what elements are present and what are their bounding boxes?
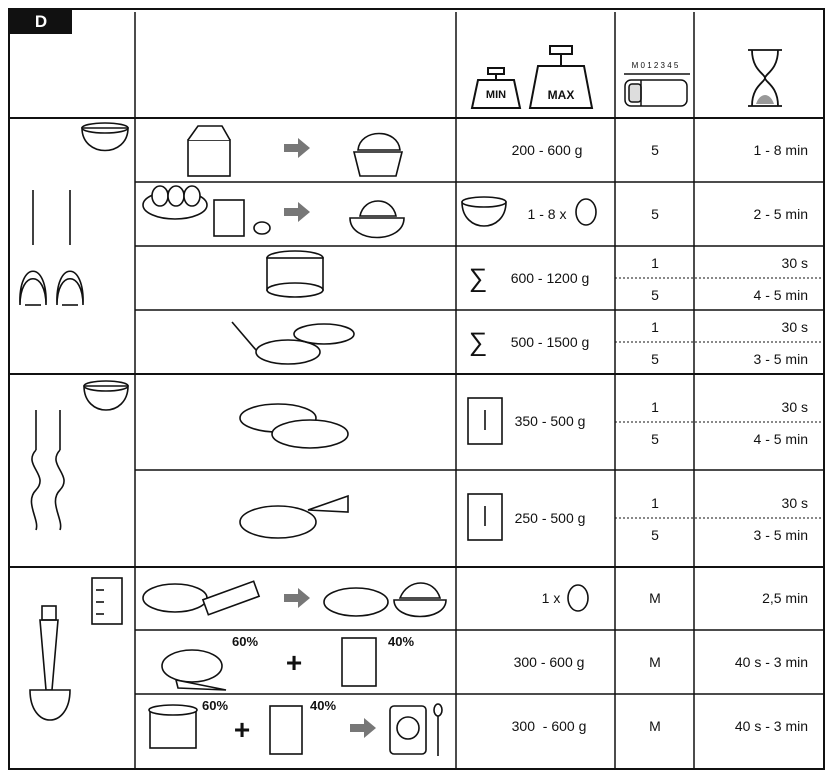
row8-pct-a: 60% <box>232 634 259 649</box>
row8-pct-b: 40% <box>388 634 415 649</box>
eggs-oil-icon <box>143 581 259 615</box>
row4-amount: 500 - 1500 g <box>510 334 590 350</box>
row9-plus: + <box>233 714 251 745</box>
row1-speed: 5 <box>651 142 659 158</box>
row6-speed-a: 1 <box>651 495 659 511</box>
row9-speed: M <box>649 718 661 734</box>
row3-speed-b: 5 <box>651 287 659 303</box>
row9-time: 40 s - 3 min <box>734 718 808 734</box>
sum-symbol: ∑ <box>468 326 488 357</box>
whisk-attachments-icon <box>20 123 128 305</box>
row4-time-a: 30 s <box>781 319 808 335</box>
row6-time-a: 30 s <box>781 495 808 511</box>
hotdog-mayo-icon <box>324 583 446 617</box>
row5-speed-a: 1 <box>651 399 659 415</box>
row5-time-a: 30 s <box>781 399 808 415</box>
row2-amount: 1 - 8 x <box>527 206 567 222</box>
whipped-cream-icon <box>354 134 402 177</box>
row3-time-a: 30 s <box>781 255 808 271</box>
row4-speed-a: 1 <box>651 319 659 335</box>
weight-max-label: MAX <box>547 88 575 102</box>
row9-pct-a: 60% <box>202 698 229 713</box>
row3-amount: 600 - 1200 g <box>510 270 590 286</box>
row5-time-b: 4 - 5 min <box>753 431 808 447</box>
row8-speed: M <box>649 654 661 670</box>
row6-amount: 250 - 500 g <box>514 510 586 526</box>
speed-dial-icon <box>624 74 690 106</box>
flour-bag-icon <box>468 494 502 540</box>
row3-time-b: 4 - 5 min <box>753 287 808 303</box>
row9-pct-b: 40% <box>310 698 337 713</box>
speed-dial-scale: M 0 1 2 3 4 5 <box>631 61 679 70</box>
egg-icon <box>576 199 596 225</box>
row5-amount: 350 - 500 g <box>514 413 586 429</box>
hourglass-icon <box>748 50 782 106</box>
cake-icon <box>267 251 323 297</box>
water-cup-icon <box>270 706 302 754</box>
row6-speed-b: 5 <box>651 527 659 543</box>
row7-amount: 1 x <box>541 590 561 606</box>
row1-time: 1 - 8 min <box>753 142 808 158</box>
section-tag: D <box>10 10 72 34</box>
liquid-cup-icon <box>342 638 376 686</box>
baby-food-jar-icon <box>390 704 442 756</box>
meringue-bowl-icon <box>350 201 404 238</box>
row7-time: 2,5 min <box>762 590 808 606</box>
row5-speed-b: 5 <box>651 431 659 447</box>
pot-vegetables-icon <box>149 705 197 748</box>
milk-carton-icon <box>188 126 230 176</box>
vegetables-icon <box>162 650 226 690</box>
row4-time-b: 3 - 5 min <box>753 351 808 367</box>
row2-time: 2 - 5 min <box>753 206 808 222</box>
egg-icon <box>568 585 588 611</box>
eggs-icon <box>143 186 207 219</box>
row8-plus: + <box>285 647 303 678</box>
row9-amount: 300 - 600 g <box>511 718 587 734</box>
bread-loaves-icon <box>240 404 348 448</box>
row6-time-b: 3 - 5 min <box>753 527 808 543</box>
row8-time: 40 s - 3 min <box>734 654 808 670</box>
sum-symbol: ∑ <box>468 262 488 293</box>
flour-bag-icon <box>468 398 502 444</box>
egg-separator-icon <box>214 200 270 236</box>
hand-blender-icon <box>30 578 122 720</box>
pizza-icon <box>240 496 348 538</box>
pancake-pan-icon <box>232 322 354 364</box>
row8-amount: 300 - 600 g <box>513 654 585 670</box>
weight-min-label: MIN <box>485 89 507 101</box>
bowl-icon <box>462 197 506 226</box>
row4-speed-b: 5 <box>651 351 659 367</box>
row7-speed: M <box>649 590 661 606</box>
row3-speed-a: 1 <box>651 255 659 271</box>
row1-amount: 200 - 600 g <box>511 142 583 158</box>
dough-hook-attachments-icon <box>31 381 128 530</box>
row2-speed: 5 <box>651 206 659 222</box>
